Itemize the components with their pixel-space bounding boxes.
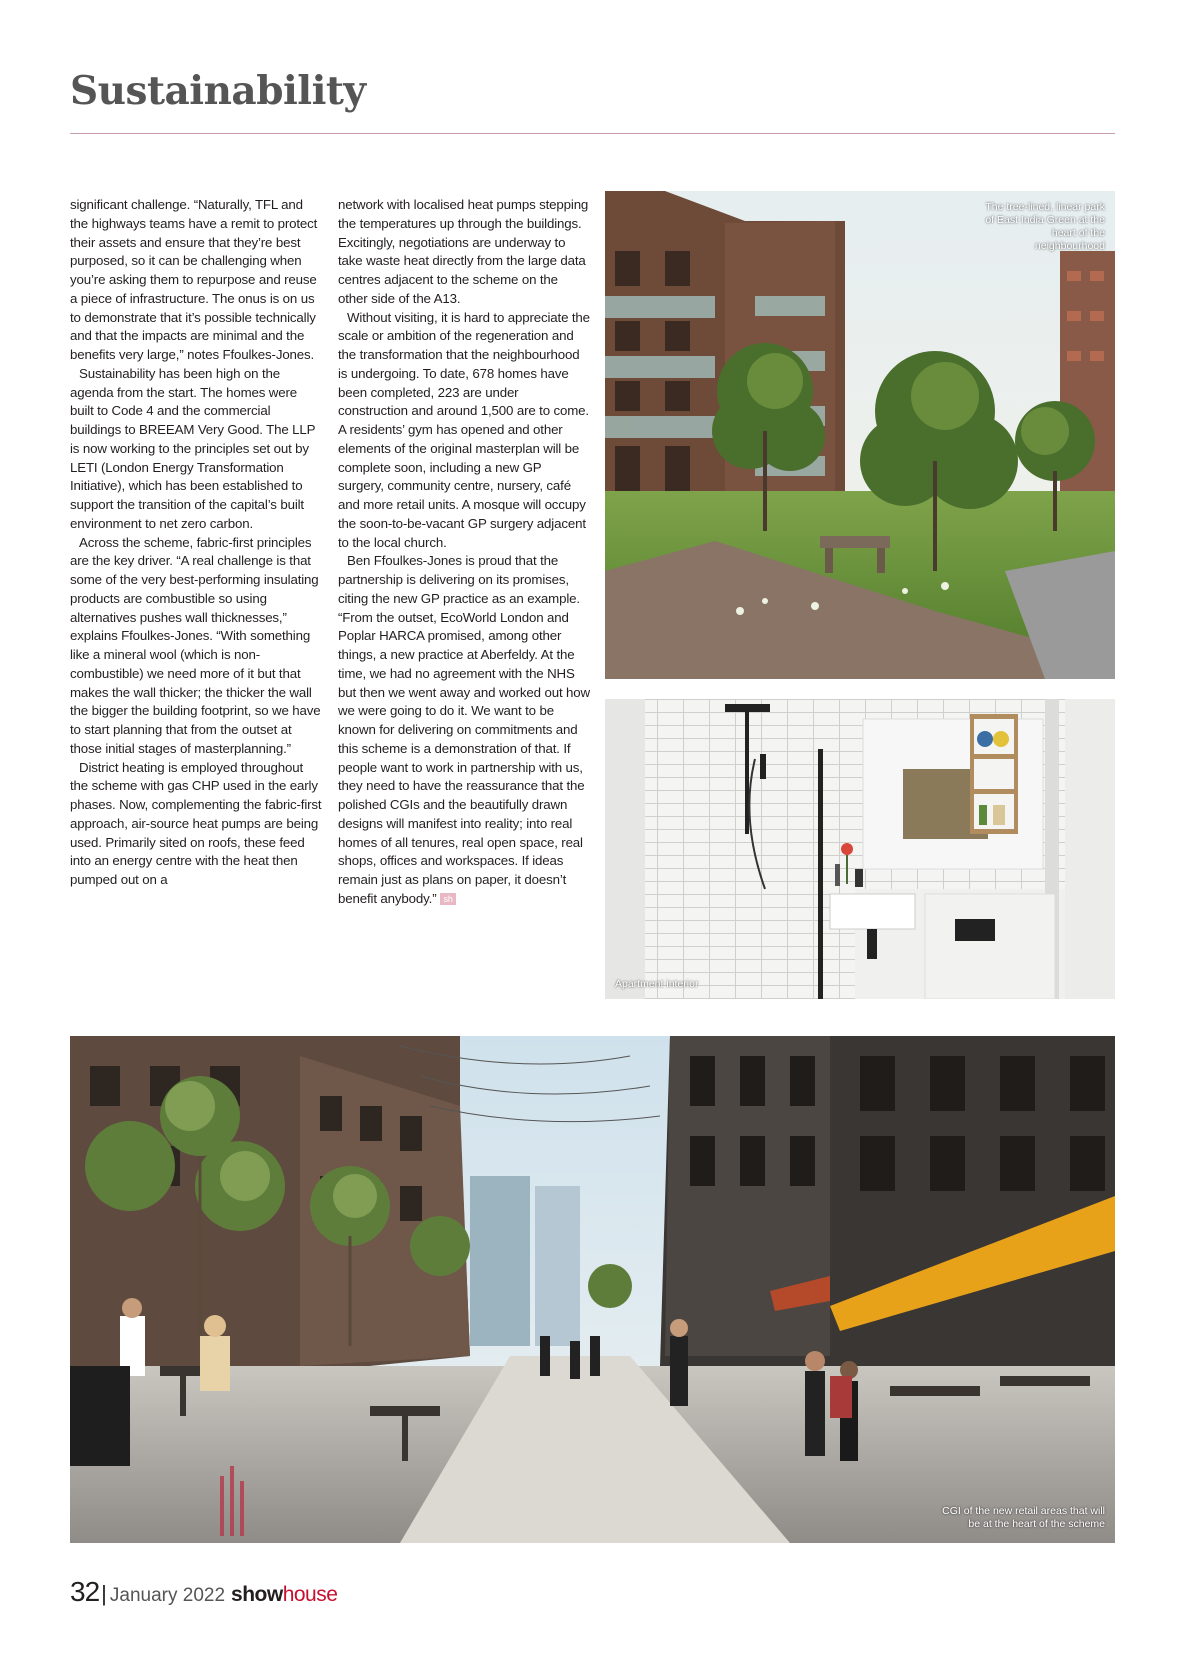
paragraph: District heating is employed throughout the scheme with gas CHP used in the early phases. Now, complementing the fabric-first approach, air-source heat pumps are being used. Primarily sited on roofs, these feed into an energy centre with the heat then pumped out on a: [70, 759, 322, 887]
issue-date: January 2022: [109, 1585, 226, 1606]
street-image: [70, 1036, 1115, 1543]
article-column-left: [70, 196, 322, 890]
brand-logo-house: house: [282, 1583, 338, 1606]
header-rule: [70, 133, 1115, 134]
page-number: 32: [70, 1576, 100, 1607]
bathroom-photo: [605, 699, 1115, 999]
street-photo: [70, 1036, 1115, 1543]
paragraph: significant challenge. “Naturally, TFL and the highways teams have a remit to protect their assets and ensure that they’re best purposed, so it can be challenging when you’re asking them to repurpose and reuse a piece of infrastructure. The onus is on us to demonstrate that it’s possible technically and that the impacts are minimal and the benefits very large,” notes Ffoulkes-Jones.: [70, 197, 318, 362]
paragraph: Sustainability has been high on the agenda from the start. The homes were built to Code 4 and the commercial buildings to BREEAM Very Good. The LLP is now working to the principles set out by LETI (London Energy Transformation Initiative), which has been established to support the transition of the capital’s built environment to net zero carbon.: [70, 365, 316, 531]
paragraph: network with localised heat pumps stepping the temperatures up through the buildings. Excitingly, negotiations are underway to take waste heat directly from the large data centres adjacent to the scheme on the other side of the A13.: [338, 197, 589, 306]
brand-logo-show: show: [231, 1583, 283, 1606]
end-mark-logo: sh: [440, 893, 455, 905]
footer-separator: |: [101, 1581, 107, 1606]
bathroom-caption: Apartment interior: [615, 978, 699, 990]
section-title: Sustainability: [70, 68, 366, 114]
bathroom-image: [605, 699, 1115, 999]
paragraph: Without visiting, it is hard to appreciate the scale or ambition of the regeneration and the transformation that the neighbourhood is undergoing. To date, 678 homes have been completed, 223 are under construction and around 1,500 are to come. A residents’ gym has opened and other elements of the original masterplan will be complete soon, including a new GP surgery, community centre, nursery, café and more retail units. A mosque will occupy the soon-to-be-vacant GP surgery adjacent to the local church.: [338, 309, 590, 550]
park-photo: [605, 191, 1115, 679]
paragraph-text: Ben Ffoulkes-Jones is proud that the partnership is delivering on its promises, citing the new GP practice as an example. “From the outset, EcoWorld London and Poplar HARCA promised, among other things, a new practice at Aberfeldy. At the time, we had no agreement with the NHS but then we went away and worked out how we were going to do it. We want to be known for delivering on commitments and this scheme is a demonstration of that. If people want to work in partnership with us, they need to have the reassurance that the polished CGIs and the beautifully drawn designs will manifest into reality; into real homes of all tenures, real open space, real shops, offices and workspaces. If ideas remain just as plans on paper, it doesn’t benefit anybody.”: [338, 553, 590, 906]
page-footer: [70, 1576, 337, 1608]
street-caption: CGI of the new retail areas that will be at the heart of the scheme: [942, 1505, 1105, 1530]
paragraph: [338, 552, 590, 908]
paragraph: Across the scheme, fabric-first principles are the key driver. “A real challenge is that some of the very best-performing insulating products are combustible so using alternatives pushes wall thicknesses,” explains Ffoulkes-Jones. “With something like a mineral wool (which is non-combustible) we need more of it but that makes the wall thicker; the thicker the wall the bigger the building footprint, so we have to start planning that from the outset at those initial stages of masterplanning.”: [70, 534, 321, 756]
park-caption: The tree-lined, linear park of East India Green at the heart of the neighbourhood: [985, 201, 1105, 252]
park-image: [605, 191, 1115, 679]
article-column-right: [338, 196, 590, 909]
